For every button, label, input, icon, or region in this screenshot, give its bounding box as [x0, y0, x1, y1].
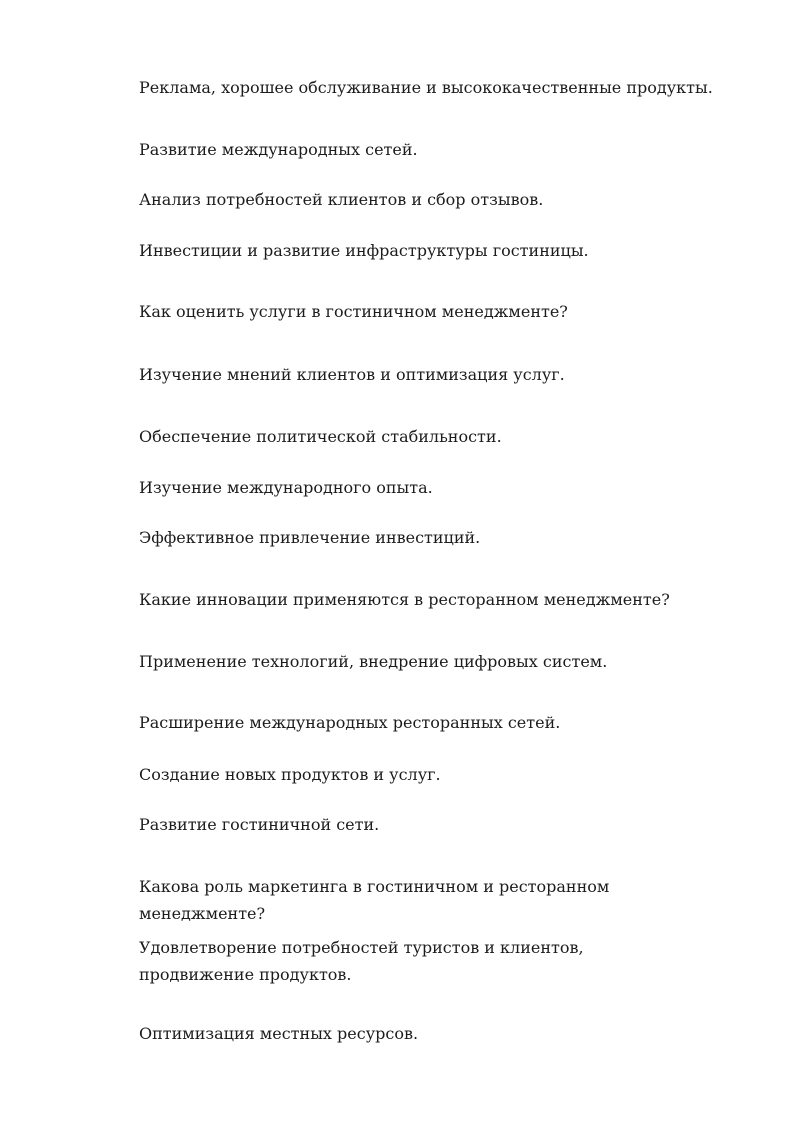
answer-option: Изучение мнений клиентов и оптимизация услуг. [139, 365, 565, 384]
answer-option: Оптимизация местных ресурсов. [139, 1024, 419, 1043]
answer-option: Создание новых продуктов и услуг. [139, 765, 441, 784]
answer-option: Обеспечение политической стабильности. [139, 427, 502, 446]
answer-option: Эффективное привлечение инвестиций. [139, 528, 481, 547]
answer-option: Изучение международного опыта. [139, 478, 433, 497]
answer-option: Применение технологий, внедрение цифровых систем. [139, 652, 608, 671]
question: Как оценить услуги в гостиничном менеджменте? [139, 302, 568, 321]
answer-option: Инвестиции и развитие инфраструктуры гостиницы. [139, 241, 589, 260]
question: Какова роль маркетинга в гостиничном и ресторанном менеджменте? [139, 877, 610, 923]
answer-option: Развитие международных сетей. [139, 140, 418, 159]
answer-option: Реклама, хорошее обслуживание и высококачественные продукты. [139, 78, 713, 97]
answer-option: Расширение международных ресторанных сетей. [139, 713, 561, 732]
answer-option: Анализ потребностей клиентов и сбор отзывов. [139, 190, 544, 209]
answer-option: Развитие гостиничной сети. [139, 815, 380, 834]
answer-option: Удовлетворение потребностей туристов и клиентов, продвижение продуктов. [139, 938, 584, 984]
question: Какие инновации применяются в ресторанном менеджменте? [139, 590, 670, 609]
